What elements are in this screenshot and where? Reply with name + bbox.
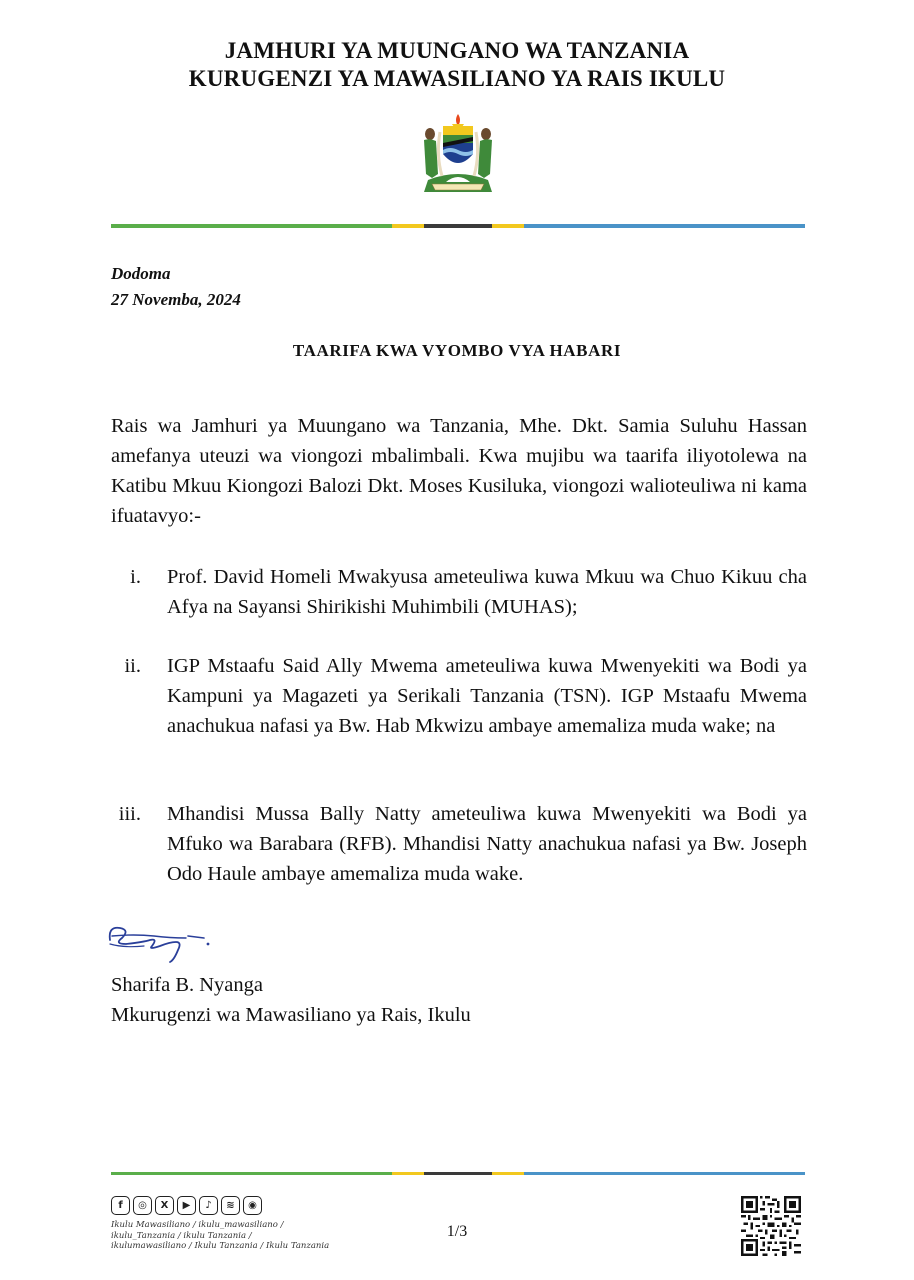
coat-of-arms-icon — [418, 110, 498, 196]
handles-line: Ikulu Mawasiliano / ikulu_mawasiliano / — [111, 1220, 284, 1230]
rule-segment-yellow — [392, 1172, 424, 1175]
handles-line: ikulumawasiliano / Ikulu Tanzania / Ikulu Tanzania — [111, 1241, 330, 1251]
rule-segment-green — [111, 224, 392, 228]
place: Dodoma — [111, 264, 171, 283]
instagram-icon: ◎ — [133, 1196, 152, 1215]
rule-segment-blue — [524, 1172, 805, 1175]
spotify-icon: ≋ — [221, 1196, 240, 1215]
social-icons — [111, 1196, 262, 1215]
list-item-number: i. — [130, 566, 141, 588]
list-item-number: iii. — [118, 803, 141, 825]
top-color-rule — [111, 224, 805, 228]
signer-title: Mkurugenzi wa Mawasiliano ya Rais, Ikulu — [111, 1004, 471, 1026]
list-item-text: Prof. David Homeli Mwakyusa ameteuliwa kuwa Mkuu wa Chuo Kikuu cha Afya na Sayansi Shirikishi Muhimbili (MUHAS); — [167, 566, 807, 618]
intro-paragraph: Rais wa Jamhuri ya Muungano wa Tanzania, Mhe. Dkt. Samia Suluhu Hassan amefanya uteuzi wa viongozi mbalimbali. Kwa mujibu wa taarifa iliyotolewa na Katibu Mkuu Kiongozi Balozi Dkt. Moses Kusiluka, viongozi walioteuliwa ni kama ifuatavyo:- — [111, 415, 807, 527]
x-icon: X — [155, 1196, 174, 1215]
facebook-icon: f — [111, 1196, 130, 1215]
podcast-icon: ◉ — [243, 1196, 262, 1215]
rule-segment-yellow — [492, 224, 524, 228]
youtube-icon: ▶ — [177, 1196, 196, 1215]
date: 27 Novemba, 2024 — [111, 290, 241, 309]
rule-segment-yellow — [392, 224, 424, 228]
signer-name: Sharifa B. Nyanga — [111, 974, 263, 996]
tiktok-icon: ♪ — [199, 1196, 218, 1215]
header-line-1: JAMHURI YA MUUNGANO WA TANZANIA — [224, 38, 690, 63]
header-line-2: KURUGENZI YA MAWASILIANO YA RAIS IKULU — [188, 66, 726, 91]
bottom-color-rule — [111, 1172, 805, 1175]
handles-line: ikulu_Tanzania / ikulu Tanzania / — [111, 1230, 252, 1241]
rule-segment-green — [111, 1172, 392, 1175]
list-item-number: ii. — [124, 655, 141, 677]
page-number: 1/3 — [446, 1223, 468, 1240]
rule-segment-black — [424, 224, 492, 228]
list-item-text: Mhandisi Mussa Bally Natty ameteuliwa kuwa Mwenyekiti wa Bodi ya Mfuko wa Barabara (RFB). Mhandisi Natty anachukua nafasi ya Bw. Joseph Odo Haule ambaye amemaliza muda wake. — [167, 803, 807, 885]
list-item-text: IGP Mstaafu Said Ally Mwema ameteuliwa kuwa Mwenyekiti wa Bodi ya Kampuni ya Magazeti ya Serikali Tanzania (TSN). IGP Mstaafu Mwema anachukua nafasi ya Bw. Hab Mkwizu ambaye amemaliza muda wake; na — [167, 655, 807, 737]
rule-segment-blue — [524, 224, 805, 228]
rule-segment-yellow — [492, 1172, 524, 1175]
handwritten-signature — [104, 914, 214, 970]
qr-code-icon — [741, 1196, 801, 1256]
rule-segment-black — [424, 1172, 492, 1175]
document-title: TAARIFA KWA VYOMBO VYA HABARI — [292, 341, 622, 360]
